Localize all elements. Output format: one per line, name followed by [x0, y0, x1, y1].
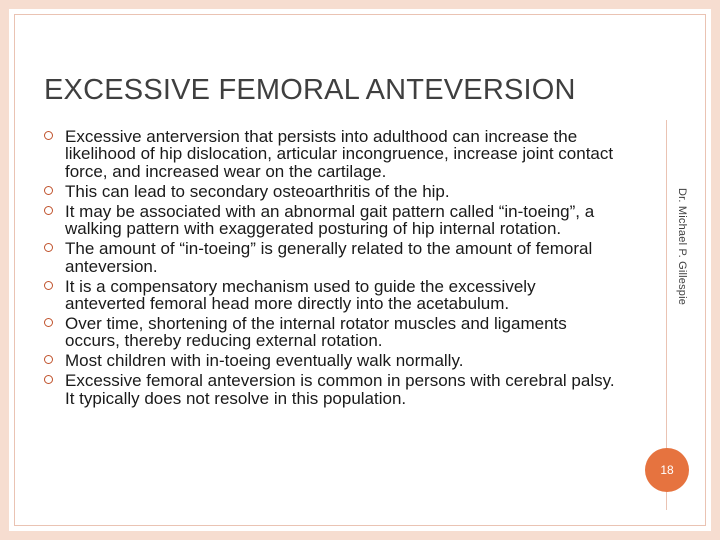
list-item	[44, 240, 616, 275]
bullet-icon	[44, 318, 53, 327]
page-number-badge: 18	[645, 448, 689, 492]
list-item	[44, 315, 616, 350]
bullet-text: Excessive femoral anteversion is common in persons with cerebral palsy. It typically does not resolve in this population.	[65, 371, 615, 408]
author-credit: Dr. Michael P. Gillespie	[676, 188, 688, 306]
bullet-text: Most children with in-toeing eventually walk normally.	[65, 351, 464, 371]
bullet-text: It is a compensatory mechanism used to guide the excessively anteverted femoral head more directly into the acetabulum.	[65, 276, 536, 314]
bullet-text: Over time, shortening of the internal rotator muscles and ligaments occurs, thereby reducing external rotation.	[65, 314, 567, 351]
bullet-text: This can lead to secondary osteoarthritis of the hip.	[65, 181, 450, 201]
bullet-icon	[44, 355, 53, 364]
list-item	[44, 278, 616, 313]
bullet-icon	[44, 281, 53, 290]
bullet-icon	[44, 375, 53, 384]
list-item	[44, 372, 616, 407]
list-item	[44, 183, 616, 200]
list-item	[44, 203, 616, 238]
bullet-text: The amount of “in-toeing” is generally related to the amount of femoral anteversion.	[65, 239, 593, 276]
bullet-icon	[44, 206, 53, 215]
bullet-icon	[44, 131, 53, 140]
list-item	[44, 352, 616, 369]
bullet-text: It may be associated with an abnormal gait pattern called “in-toeing”, a walking pattern with exaggerated posturing of hip internal rotation.	[65, 201, 595, 239]
bullet-list	[44, 128, 616, 410]
bullet-text: Excessive anterversion that persists into adulthood can increase the likelihood of hip dislocation, articular incongruence, increase joint contact force, and increased wear on the cartilage.	[65, 127, 614, 181]
bullet-icon	[44, 186, 53, 195]
bullet-icon	[44, 243, 53, 252]
slide-title: EXCESSIVE FEMORAL ANTEVERSION	[44, 74, 576, 106]
list-item	[44, 128, 616, 180]
